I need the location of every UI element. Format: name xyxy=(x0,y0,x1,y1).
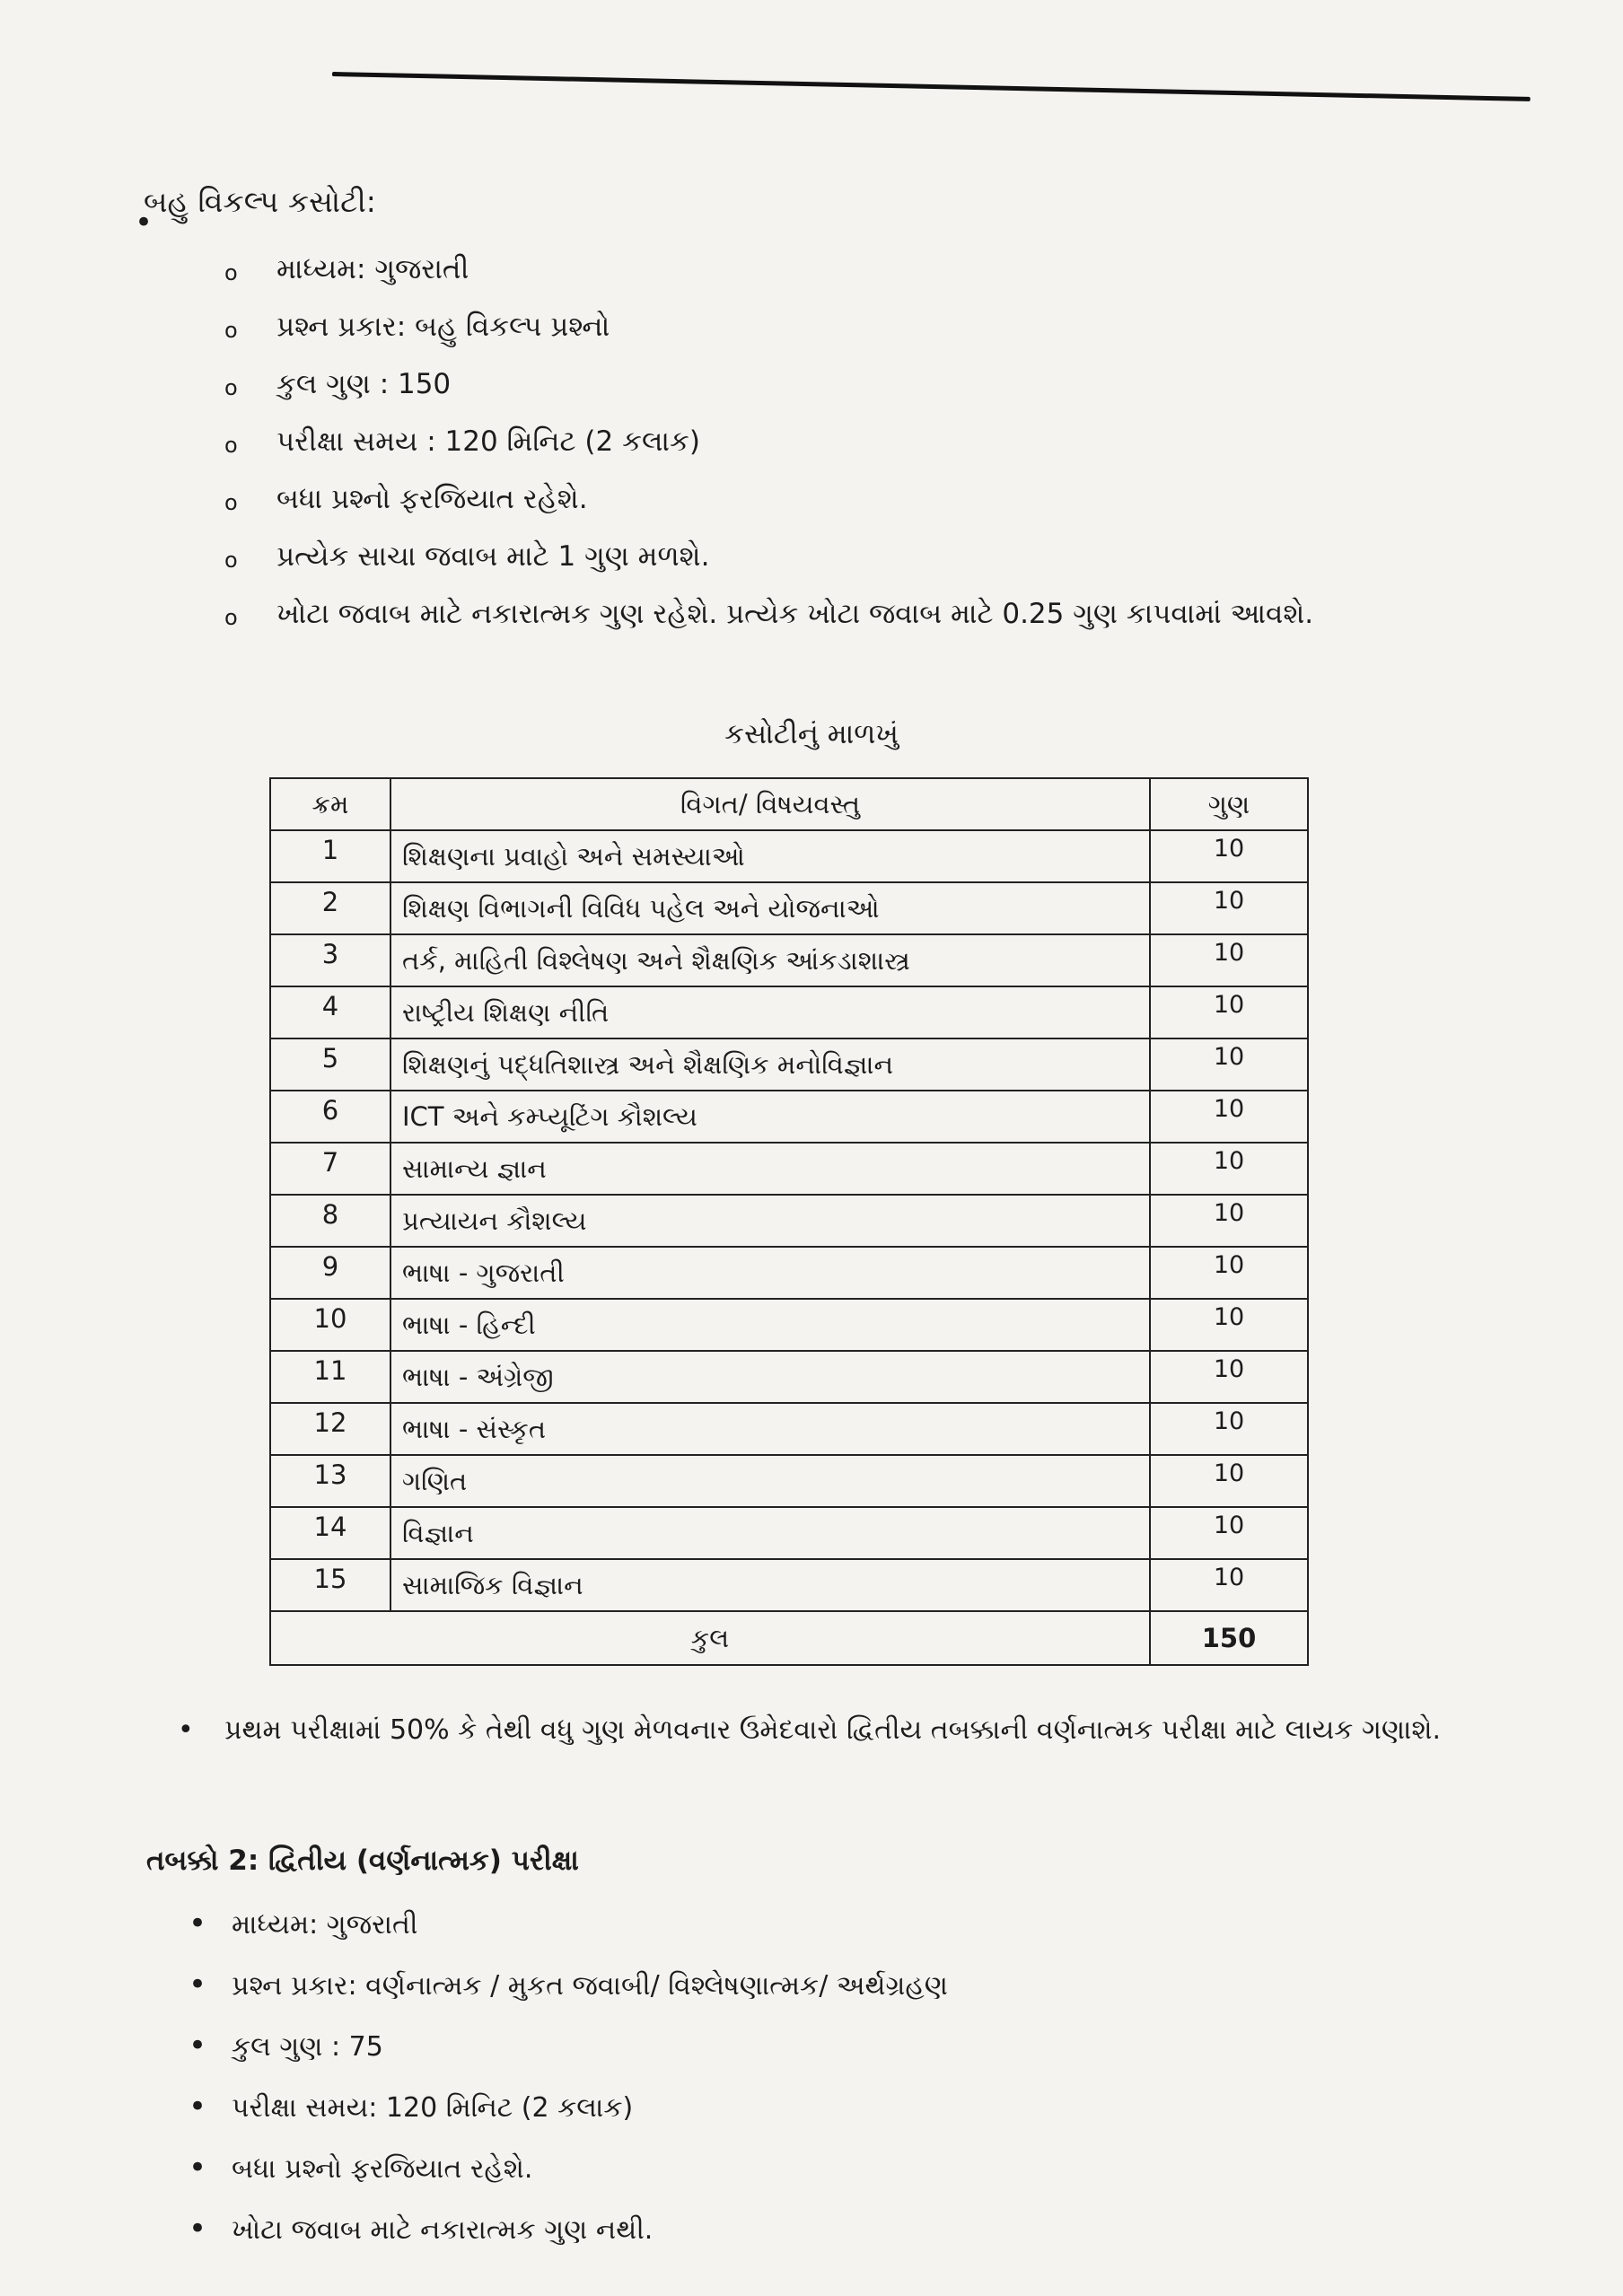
row-num: 2 xyxy=(270,882,390,934)
circle-bullet-icon: o xyxy=(224,548,238,573)
bullet-icon: • xyxy=(189,2089,207,2125)
table-row xyxy=(270,1507,1308,1559)
total-row xyxy=(270,1611,1308,1665)
row-topic: ભાષા - હિન્દી xyxy=(390,1299,1150,1351)
table-row xyxy=(270,1299,1308,1351)
table-caption: કસોટીનું માળખું xyxy=(724,718,899,750)
row-topic: તર્ક, માહિતી વિશ્લેષણ અને શૈક્ષણિક આંકડાશાસ્ત્ર xyxy=(390,934,1150,986)
row-marks: 10 xyxy=(1150,934,1308,986)
circle-bullet-icon: o xyxy=(224,375,238,400)
list-item: o પ્રત્યેક સાચા જવાબ માટે 1 ગુણ મળશે. xyxy=(224,539,1391,596)
row-num: 8 xyxy=(270,1195,390,1247)
total-label: કુલ xyxy=(270,1611,1150,1665)
row-num: 10 xyxy=(270,1299,390,1351)
table-row xyxy=(270,1195,1308,1247)
row-marks: 10 xyxy=(1150,1247,1308,1299)
circle-bullet-icon: o xyxy=(224,433,238,458)
circle-bullet-icon: o xyxy=(224,260,238,285)
row-num: 7 xyxy=(270,1143,390,1195)
row-num: 13 xyxy=(270,1455,390,1507)
list-item: o પ્રશ્ન પ્રકાર: બહુ વિકલ્પ પ્રશ્નો xyxy=(224,309,1391,366)
section-heading: બહુ વિકલ્પ કસોટી: xyxy=(144,184,376,219)
header-num: ક્રમ xyxy=(270,778,390,830)
header-marks: ગુણ xyxy=(1150,778,1308,830)
table-row xyxy=(270,1091,1308,1143)
list-item: o બધા પ્રશ્નો ફરજિયાત રહેશે. xyxy=(224,481,1391,539)
header-rule xyxy=(332,72,1531,101)
row-topic: ICT અને કમ્પ્યૂટિંગ કૌશલ્ય xyxy=(390,1091,1150,1143)
row-marks: 10 xyxy=(1150,882,1308,934)
circle-bullet-icon: o xyxy=(224,605,238,630)
total-value: 150 xyxy=(1150,1611,1308,1665)
table-row xyxy=(270,934,1308,986)
table-row xyxy=(270,882,1308,934)
table-row xyxy=(270,1143,1308,1195)
row-marks: 10 xyxy=(1150,830,1308,882)
list-item: o પરીક્ષા સમય : 120 મિનિટ (2 કલાક) xyxy=(224,424,1391,481)
row-topic: શિક્ષણ વિભાગની વિવિધ પહેલ અને યોજનાઓ xyxy=(390,882,1150,934)
row-topic: શિક્ષણનું પદ્ધતિશાસ્ત્ર અને શૈક્ષણિક મનોવિજ્ઞાન xyxy=(390,1038,1150,1091)
list-item: o કુલ ગુણ : 150 xyxy=(224,366,1391,424)
row-marks: 10 xyxy=(1150,1143,1308,1195)
row-topic: ગણિત xyxy=(390,1455,1150,1507)
row-topic: પ્રત્યાયન કૌશલ્ય xyxy=(390,1195,1150,1247)
row-num: 11 xyxy=(270,1351,390,1403)
circle-bullet-icon: o xyxy=(224,490,238,515)
mcq-details-list xyxy=(224,251,1391,653)
row-num: 12 xyxy=(270,1403,390,1455)
row-marks: 10 xyxy=(1150,1299,1308,1351)
row-topic: રાષ્ટ્રીય શિક્ષણ નીતિ xyxy=(390,986,1150,1038)
list-item: • ખોટા જવાબ માટે નકારાત્મક ગુણ નથી. xyxy=(189,2211,654,2247)
table-row xyxy=(270,1455,1308,1507)
bullet-icon: • xyxy=(189,1967,207,2002)
row-num: 15 xyxy=(270,1559,390,1611)
row-marks: 10 xyxy=(1150,1038,1308,1091)
stage2-heading: તબક્કો 2: દ્વિતીય (વર્ણનાત્મક) પરીક્ષા xyxy=(146,1845,579,1877)
header-topic: વિગત/ વિષયવસ્તુ xyxy=(390,778,1150,830)
circle-bullet-icon: o xyxy=(224,318,238,343)
row-marks: 10 xyxy=(1150,1507,1308,1559)
table-header-row xyxy=(270,778,1308,830)
row-num: 1 xyxy=(270,830,390,882)
row-topic: ભાષા - અંગ્રેજી xyxy=(390,1351,1150,1403)
bullet-icon: • xyxy=(189,2150,207,2186)
row-topic: ભાષા - ગુજરાતી xyxy=(390,1247,1150,1299)
bullet-icon: • xyxy=(189,2211,207,2247)
row-marks: 10 xyxy=(1150,1403,1308,1455)
row-topic: સામાજિક વિજ્ઞાન xyxy=(390,1559,1150,1611)
list-item: • પરીક્ષા સમય: 120 મિનિટ (2 કલાક) xyxy=(189,2089,634,2125)
row-topic: વિજ્ઞાન xyxy=(390,1507,1150,1559)
list-item: o ખોટા જવાબ માટે નકારાત્મક ગુણ રહેશે. પ્રત્યેક ખોટા જવાબ માટે 0.25 ગુણ કાપવામાં આવશે. xyxy=(224,596,1391,653)
table-row xyxy=(270,1038,1308,1091)
row-num: 14 xyxy=(270,1507,390,1559)
row-marks: 10 xyxy=(1150,986,1308,1038)
row-marks: 10 xyxy=(1150,1091,1308,1143)
bullet-icon: • xyxy=(135,205,154,241)
row-marks: 10 xyxy=(1150,1455,1308,1507)
stage2-details-list xyxy=(189,1907,1355,2274)
bullet-icon: • xyxy=(178,1714,194,1746)
list-item: • કુલ ગુણ : 75 xyxy=(189,2028,383,2064)
row-num: 9 xyxy=(270,1247,390,1299)
list-item: • બધા પ્રશ્નો ફરજિયાત રહેશે. xyxy=(189,2150,533,2186)
qualification-note: • પ્રથમ પરીક્ષામાં 50% કે તેથી વધુ ગુણ મેળવનાર ઉમેદવારો દ્વિતીય તબક્કાની વર્ણનાત્મક પરીક્ષા માટે લાયક ગણાશે. xyxy=(180,1705,1499,1756)
table-row xyxy=(270,1403,1308,1455)
table-row xyxy=(270,830,1308,882)
row-num: 3 xyxy=(270,934,390,986)
row-topic: શિક્ષણના પ્રવાહો અને સમસ્યાઓ xyxy=(390,830,1150,882)
list-item: o માધ્યમ: ગુજરાતી xyxy=(224,251,1391,309)
bullet-icon: • xyxy=(189,1906,207,1941)
row-marks: 10 xyxy=(1150,1559,1308,1611)
table-row xyxy=(270,986,1308,1038)
row-topic: ભાષા - સંસ્કૃત xyxy=(390,1403,1150,1455)
table-row xyxy=(270,1247,1308,1299)
row-topic: સામાન્ય જ્ઞાન xyxy=(390,1143,1150,1195)
list-item: • પ્રશ્ન પ્રકાર: વર્ણનાત્મક / મુકત જવાબી/ વિશ્લેષણાત્મક/ અર્થગ્રહણ xyxy=(189,1967,948,2002)
row-marks: 10 xyxy=(1150,1351,1308,1403)
table-row xyxy=(270,1559,1308,1611)
table-row xyxy=(270,1351,1308,1403)
row-num: 4 xyxy=(270,986,390,1038)
row-num: 6 xyxy=(270,1091,390,1143)
bullet-icon: • xyxy=(189,2028,207,2064)
syllabus-table xyxy=(269,777,1309,1666)
list-item: • માધ્યમ: ગુજરાતી xyxy=(189,1906,418,1941)
row-marks: 10 xyxy=(1150,1195,1308,1247)
row-num: 5 xyxy=(270,1038,390,1091)
